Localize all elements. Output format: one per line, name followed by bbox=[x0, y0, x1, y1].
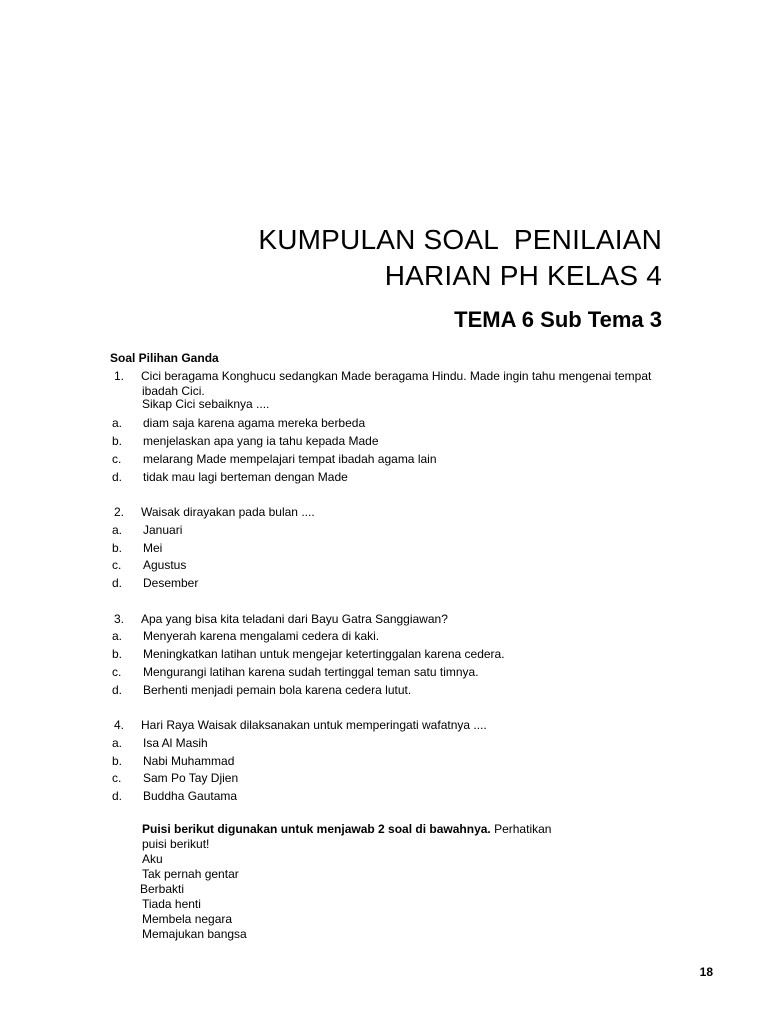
poem-line: Membela negara bbox=[142, 911, 233, 926]
option-letter: b. bbox=[112, 753, 123, 768]
section-heading: Soal Pilihan Ganda bbox=[110, 351, 219, 365]
poem-line: Tak pernah gentar bbox=[142, 866, 239, 881]
question-text bbox=[141, 368, 710, 416]
answer-option bbox=[110, 682, 710, 700]
spacer bbox=[110, 593, 710, 611]
answer-option bbox=[110, 433, 710, 451]
question-number: 1. bbox=[114, 368, 125, 383]
option-letter: d. bbox=[112, 469, 123, 484]
question-3 bbox=[110, 611, 710, 629]
answer-option bbox=[110, 646, 710, 664]
option-text: Agustus bbox=[143, 558, 187, 573]
option-text: melarang Made mempelajari tempat ibadah agama lain bbox=[143, 451, 437, 466]
poem-intro bbox=[142, 822, 710, 837]
answer-option bbox=[110, 451, 710, 469]
option-letter: a. bbox=[112, 735, 123, 750]
option-text: Berhenti menjadi pemain bola karena cedera lutut. bbox=[143, 682, 412, 697]
option-text: Menyerah karena mengalami cedera di kaki. bbox=[143, 629, 380, 644]
poem-intro-bold: Puisi berikut digunakan untuk menjawab 2 soal di bawahnya. bbox=[142, 821, 491, 836]
answer-option bbox=[110, 788, 710, 806]
option-text: Buddha Gautama bbox=[143, 789, 238, 804]
option-letter: d. bbox=[112, 682, 123, 697]
answer-option bbox=[110, 415, 710, 433]
option-letter: a. bbox=[112, 416, 123, 431]
poem-block bbox=[110, 822, 710, 942]
answer-option bbox=[110, 628, 710, 646]
document-subtitle: TEMA 6 Sub Tema 3 bbox=[454, 307, 662, 332]
question-content bbox=[110, 350, 710, 942]
spacer bbox=[110, 806, 710, 822]
option-letter: b. bbox=[112, 434, 123, 449]
question-number: 3. bbox=[114, 611, 125, 626]
option-text: menjelaskan apa yang ia tahu kepada Made bbox=[143, 434, 379, 449]
answer-option bbox=[110, 770, 710, 788]
spacer bbox=[110, 486, 710, 504]
question-line: Cici beragama Konghucu sedangkan Made beragama Hindu. Made ingin tahu mengenai tempat bbox=[141, 368, 652, 383]
option-text: Mei bbox=[143, 540, 163, 555]
question-line: Sikap Cici sebaiknya .... bbox=[142, 397, 270, 412]
poem-line: Aku bbox=[142, 851, 163, 866]
title-line-2: HARIAN PH KELAS 4 bbox=[384, 260, 662, 291]
answer-option bbox=[110, 522, 710, 540]
page-number: 18 bbox=[699, 965, 713, 979]
option-letter: b. bbox=[112, 540, 123, 555]
question-text bbox=[141, 611, 710, 629]
question-number: 2. bbox=[114, 505, 125, 520]
option-letter: b. bbox=[112, 647, 123, 662]
answer-option bbox=[110, 735, 710, 753]
option-letter: c. bbox=[112, 771, 122, 786]
answer-option bbox=[110, 557, 710, 575]
option-letter: d. bbox=[112, 576, 123, 591]
option-letter: a. bbox=[112, 522, 123, 537]
title-line-1: KUMPULAN SOAL PENILAIAN bbox=[258, 224, 662, 255]
poem-line: Memajukan bangsa bbox=[142, 926, 247, 941]
question-line: ibadah Cici. bbox=[142, 384, 205, 399]
option-letter: c. bbox=[112, 664, 122, 679]
question-1 bbox=[110, 368, 710, 416]
option-text: Desember bbox=[143, 576, 199, 591]
option-letter: c. bbox=[112, 558, 122, 573]
poem-intro-line-2: puisi berikut! bbox=[142, 836, 210, 851]
question-number: 4. bbox=[114, 718, 125, 733]
option-letter: c. bbox=[112, 451, 122, 466]
answer-option bbox=[110, 664, 710, 682]
answer-option bbox=[110, 575, 710, 593]
question-line: Apa yang bisa kita teladani dari Bayu Gatra Sanggiawan? bbox=[141, 611, 448, 626]
option-text: Nabi Muhammad bbox=[143, 753, 235, 768]
answer-option bbox=[110, 753, 710, 771]
option-letter: a. bbox=[112, 629, 123, 644]
option-text: Isa Al Masih bbox=[143, 735, 208, 750]
option-text: Mengurangi latihan karena sudah tertinggal teman satu timnya. bbox=[143, 664, 479, 679]
question-2 bbox=[110, 504, 710, 522]
poem-line: Tiada henti bbox=[142, 896, 201, 911]
question-text bbox=[141, 504, 710, 522]
question-line: Waisak dirayakan pada bulan .... bbox=[141, 505, 315, 520]
option-letter: d. bbox=[112, 789, 123, 804]
question-line: Hari Raya Waisak dilaksanakan untuk memperingati wafatnya .... bbox=[141, 718, 487, 733]
document-title bbox=[258, 222, 662, 294]
poem-line: Berbakti bbox=[140, 881, 185, 896]
poem-intro-rest: Perhatikan bbox=[490, 821, 552, 836]
option-text: Meningkatkan latihan untuk mengejar ketertinggalan karena cedera. bbox=[143, 647, 505, 662]
option-text: diam saja karena agama mereka berbeda bbox=[143, 416, 366, 431]
option-text: Sam Po Tay Djien bbox=[143, 771, 239, 786]
option-text: tidak mau lagi berteman dengan Made bbox=[143, 469, 348, 484]
spacer bbox=[110, 699, 710, 717]
question-4 bbox=[110, 717, 710, 735]
option-text: Januari bbox=[143, 522, 183, 537]
question-text bbox=[141, 717, 710, 735]
answer-option bbox=[110, 540, 710, 558]
answer-option bbox=[110, 469, 710, 487]
